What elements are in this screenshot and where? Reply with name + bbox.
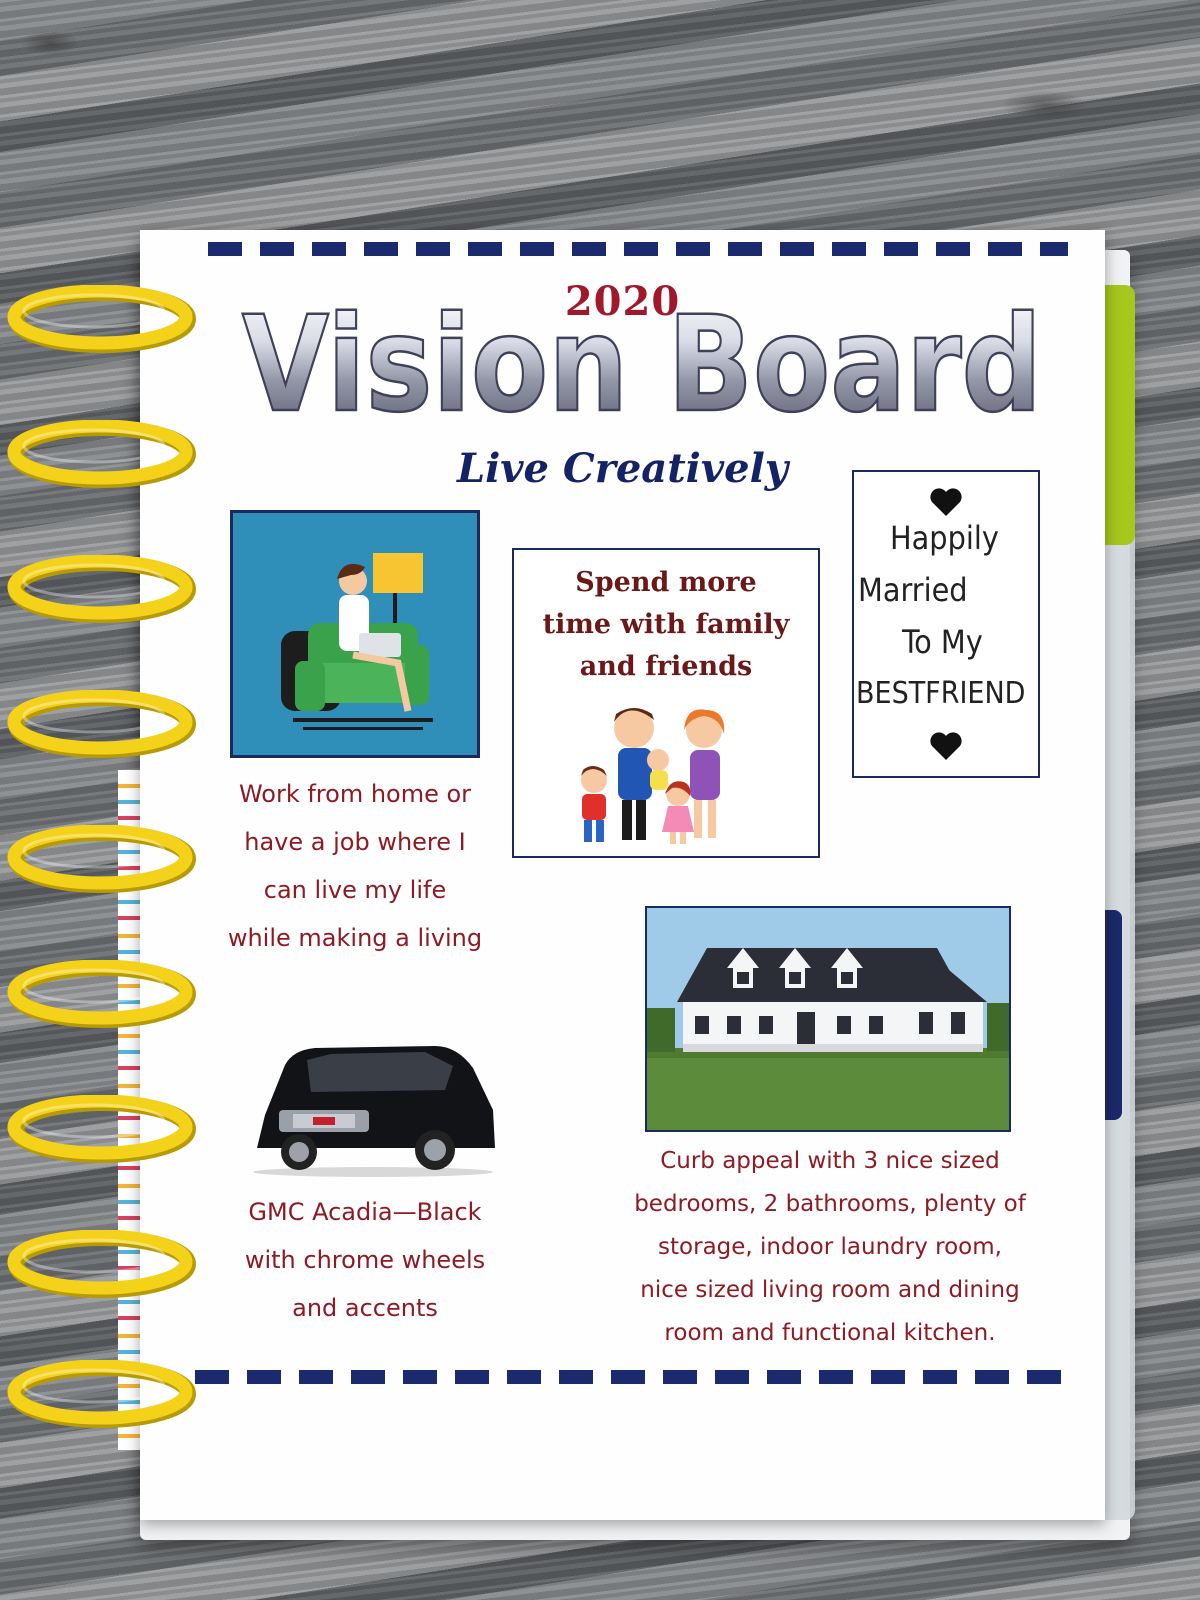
white-house-photo [647, 908, 1009, 1130]
car-caption-line: GMC Acadia—Black [248, 1198, 482, 1226]
work-caption [195, 770, 515, 962]
board-year: 2020 [564, 278, 681, 325]
binder-ring [4, 1230, 199, 1298]
house-image [645, 906, 1011, 1132]
binder-ring [4, 285, 199, 353]
family-cartoon-illustration [574, 700, 764, 850]
board-title-text: Vision Board [242, 292, 1042, 432]
binder-ring [4, 690, 199, 758]
black-suv-photo [245, 1020, 500, 1180]
married-text [854, 512, 1038, 720]
binder-ring [4, 555, 199, 623]
work-caption-line: Work from home or [238, 780, 472, 808]
car-caption [215, 1188, 515, 1332]
married-line: Married [858, 571, 968, 609]
work-caption-line: can live my life [263, 876, 447, 904]
wood-knot [1000, 90, 1090, 120]
house-caption-line: Curb appeal with 3 nice sized [660, 1148, 1000, 1174]
binder-ring [4, 825, 199, 893]
family-heading [514, 562, 818, 688]
house-caption-line: storage, indoor laundry room, [658, 1234, 1002, 1260]
car-caption-line: with chrome wheels [244, 1246, 486, 1274]
house-caption [605, 1140, 1055, 1355]
binder-ring [4, 960, 199, 1028]
married-card [852, 470, 1040, 778]
family-heading-line: time with family [542, 609, 790, 640]
board-title [235, 292, 1050, 432]
family-card [512, 548, 820, 858]
work-caption-line: while making a living [227, 924, 483, 952]
top-dashed-border [208, 242, 1068, 256]
woman-working-laptop-illustration [233, 513, 477, 755]
family-heading-line: Spend more [575, 567, 757, 598]
binder-ring [4, 420, 199, 488]
bottom-dashed-border [195, 1370, 1063, 1384]
house-caption-line: nice sized living room and dining [640, 1277, 1020, 1303]
car-caption-line: and accents [292, 1294, 438, 1322]
binder-ring [4, 1095, 199, 1163]
married-line: Happily [890, 519, 999, 557]
married-line: BESTFRIEND [856, 676, 1026, 711]
board-tagline: Live Creatively [456, 445, 788, 492]
family-heading-line: and friends [579, 651, 753, 682]
house-caption-line: bedrooms, 2 bathrooms, plenty of [634, 1191, 1026, 1217]
heart-icon [928, 728, 964, 764]
married-line: To My [902, 623, 983, 661]
vision-board-page [140, 230, 1105, 1520]
house-caption-line: room and functional kitchen. [664, 1320, 996, 1346]
work-from-home-image [230, 510, 480, 758]
wood-knot [20, 30, 80, 56]
work-caption-line: have a job where I [244, 828, 466, 856]
binder-ring [4, 1360, 199, 1428]
